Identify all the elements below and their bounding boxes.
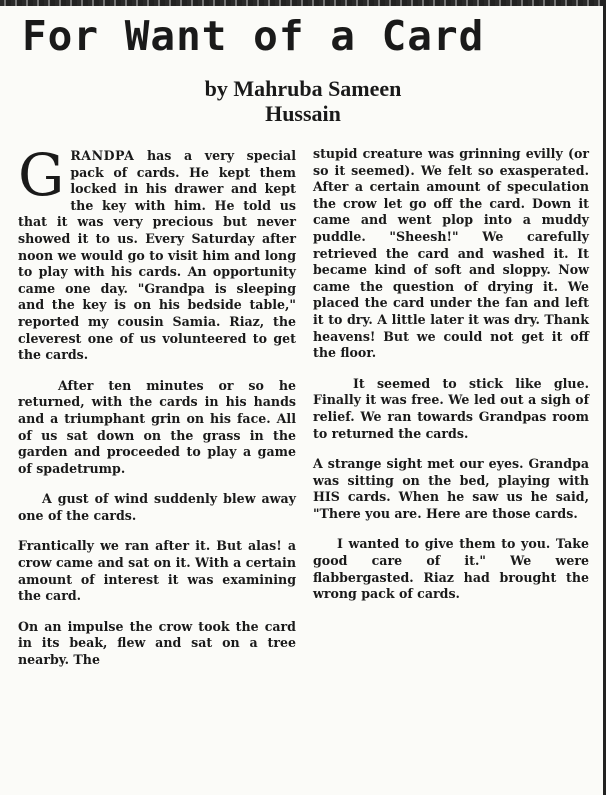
right-column: [313, 146, 589, 603]
paragraph-7: It seemed to stick like glue. Finally it was free. We led out a sigh of relief. We ran towards Grandpas room to returned the cards.: [313, 375, 589, 441]
paragraph-1: [18, 141, 296, 364]
byline-line-2: Hussain: [265, 101, 341, 126]
paragraph-2: After ten minutes or so he returned, with the cards in his hands and a triumphant grin on his face. All of us sat down on the grass in the garden and proceeded to play a game of spadetrump.: [18, 377, 296, 476]
paragraph-4: Frantically we ran after it. But alas! a crow came and sat on it. With a certain amount of interest it was examining the card.: [18, 538, 296, 604]
paragraph-1-text: has a very special pack of cards. He kept them locked in his drawer and kept the key with him. He told us that it was very precious but never showed it to us. Every Saturday after noon we would go to visit him and long to play with his cards. An opportunity came one day. "Grandpa is sleeping and the key is on his bedside table," reported my cousin Samia. Riaz, the cleverest one of us volunteered to get the cards.: [18, 148, 296, 363]
drop-cap: G: [18, 141, 65, 209]
left-column: [18, 141, 296, 669]
top-border: [0, 0, 606, 6]
paragraph-3: A gust of wind suddenly blew away one of the cards.: [18, 491, 296, 523]
paragraph-6: stupid creature was grinning evilly (or so it seemed). We felt so exasperated. After a certain amount of speculation the crow let go off the card. Down it came and went plop into a muddy puddle. "Sheesh!" We carefully retrieved the card and washed it. It became kind of soft and sloppy. Now came the question of drying it. We placed the card under the fan and left it to dry. A little later it was dry. Thank heavens! But we could not get it off the floor.: [313, 146, 589, 361]
opening-caps: RANDPA: [70, 148, 135, 163]
paragraph-5: On an impulse the crow took the card in its beak, flew and sat on a tree nearby. The: [18, 618, 296, 668]
byline-line-1: by Mahruba Sameen: [204, 76, 402, 101]
byline: [0, 76, 606, 126]
paragraph-9: I wanted to give them to you. Take good care of it." We were flabbergasted. Riaz had brought the wrong pack of cards.: [313, 536, 589, 602]
paragraph-8: A strange sight met our eyes. Grandpa was sitting on the bed, playing with HIS cards. When he saw us he said, "There you are. Here are those cards.: [313, 456, 589, 521]
article-title: For Want of a Card: [22, 12, 485, 60]
